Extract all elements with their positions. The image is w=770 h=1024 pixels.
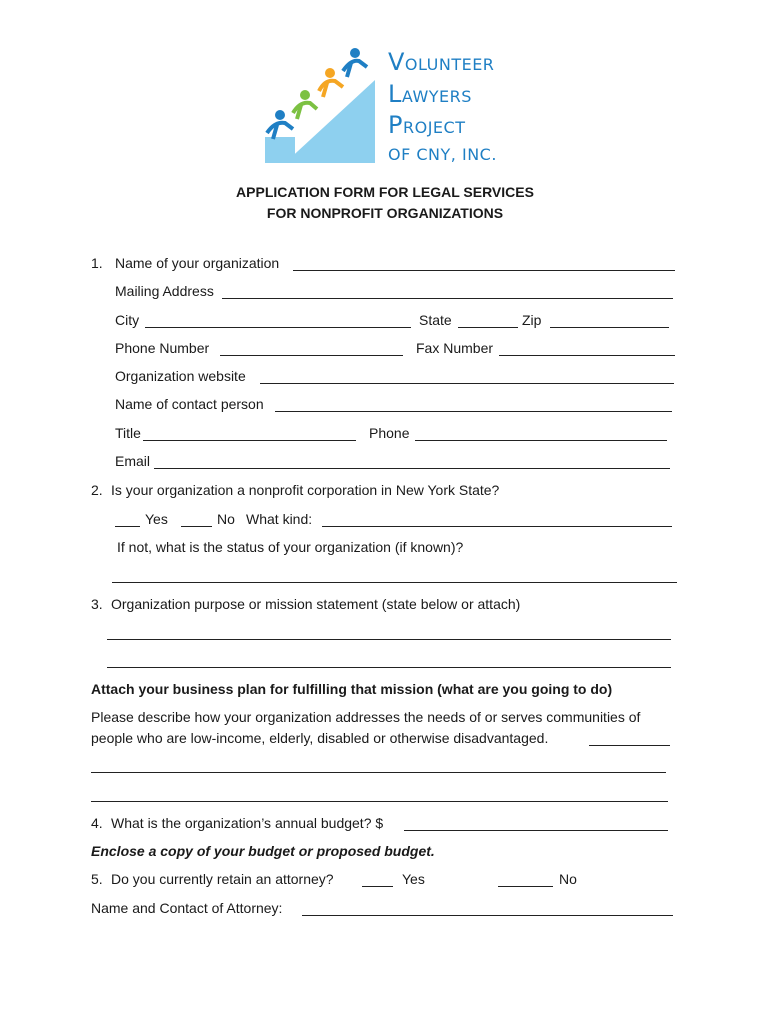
zip-line <box>550 327 669 328</box>
contact-title-line <box>143 440 356 441</box>
mission-field-1[interactable] <box>109 623 669 639</box>
logo-line-volunteer: VOLUNTEER <box>388 48 495 76</box>
q5-question: Do you currently retain an attorney? <box>111 871 334 887</box>
describe-field-b[interactable] <box>93 785 666 801</box>
describe-line-2: people who are low-income, elderly, disabled or otherwise disadvantaged. <box>91 730 549 746</box>
status-field[interactable] <box>114 566 675 582</box>
q2-number: 2. <box>91 482 103 498</box>
logo-graphic <box>255 45 385 170</box>
describe-field-a[interactable] <box>93 756 664 772</box>
mailing-address-line <box>222 298 673 299</box>
q3-number: 3. <box>91 596 103 612</box>
logo-line-lawyers: LAWYERS <box>388 80 472 108</box>
if-not-label: If not, what is the status of your organization (if known)? <box>117 539 464 555</box>
status-line <box>112 582 677 583</box>
phone-number-label: Phone Number <box>115 340 210 356</box>
what-kind-field[interactable] <box>324 510 670 526</box>
fax-number-label: Fax Number <box>416 340 494 356</box>
q5-no-label: No <box>559 871 577 887</box>
contact-title-label: Title <box>115 425 141 441</box>
budget-line <box>404 830 668 831</box>
org-name-field[interactable] <box>295 254 673 270</box>
phone-number-line <box>220 355 403 356</box>
state-label: State <box>419 312 452 328</box>
website-line <box>260 383 674 384</box>
attorney-contact-field[interactable] <box>304 899 671 915</box>
org-name-label: Name of your organization <box>115 255 280 271</box>
logo-line-cny: OF CNY, INC. <box>388 145 497 164</box>
q2-no-blank[interactable] <box>181 526 212 527</box>
city-line <box>145 327 411 328</box>
email-line <box>154 468 670 469</box>
fax-number-field[interactable] <box>501 339 673 355</box>
attorney-contact-label: Name and Contact of Attorney: <box>91 900 283 916</box>
mailing-address-label: Mailing Address <box>115 283 214 299</box>
describe-line-a <box>91 772 666 773</box>
zip-label: Zip <box>522 312 542 328</box>
org-name-line <box>293 270 675 271</box>
contact-person-line <box>275 411 672 412</box>
describe-inline-field[interactable] <box>591 729 668 745</box>
q2-yes-label: Yes <box>145 511 168 527</box>
budget-field[interactable] <box>406 814 666 830</box>
phone-number-field[interactable] <box>222 339 401 355</box>
mission-line-2 <box>107 667 671 668</box>
logo-ramp <box>285 80 375 163</box>
contact-title-field[interactable] <box>145 424 354 440</box>
title-line-2: FOR NONPROFIT ORGANIZATIONS <box>266 205 504 221</box>
contact-person-field[interactable] <box>277 395 670 411</box>
q5-no-blank[interactable] <box>498 886 553 887</box>
contact-phone-field[interactable] <box>417 424 665 440</box>
mission-field-2[interactable] <box>109 651 669 667</box>
q4-number: 4. <box>91 815 103 831</box>
state-line <box>458 327 518 328</box>
email-field[interactable] <box>156 452 668 468</box>
what-kind-label: What kind: <box>246 511 313 527</box>
q1-number: 1. <box>91 255 103 271</box>
q2-question: Is your organization a nonprofit corporation in New York State? <box>111 482 500 498</box>
attorney-contact-line <box>302 915 673 916</box>
title-line-1: APPLICATION FORM FOR LEGAL SERVICES <box>236 184 534 200</box>
email-label: Email <box>115 453 151 469</box>
attach-plan-instruction: Attach your business plan for fulfilling that mission (what are you going to do) <box>91 681 613 697</box>
q5-number: 5. <box>91 871 103 887</box>
zip-field[interactable] <box>552 311 667 327</box>
q5-yes-label: Yes <box>402 871 425 887</box>
q4-question: What is the organization’s annual budget? $ <box>111 815 384 831</box>
q3-question: Organization purpose or mission statement (state below or attach) <box>111 596 521 612</box>
contact-person-label: Name of contact person <box>115 396 264 412</box>
q2-no-label: No <box>217 511 235 527</box>
state-field[interactable] <box>460 311 516 327</box>
q2-yes-blank[interactable] <box>115 526 140 527</box>
city-field[interactable] <box>147 311 409 327</box>
website-label: Organization website <box>115 368 246 384</box>
fax-number-line <box>499 355 675 356</box>
describe-inline-line <box>589 745 670 746</box>
city-label: City <box>115 312 140 328</box>
q5-yes-blank[interactable] <box>362 886 393 887</box>
logo-step <box>265 137 295 163</box>
describe-line-b <box>91 801 668 802</box>
describe-line-1: Please describe how your organization addresses the needs of or serves communities of <box>91 709 641 725</box>
enclose-budget-note: Enclose a copy of your budget or proposed budget. <box>91 843 435 859</box>
what-kind-line <box>322 526 672 527</box>
mission-line-1 <box>107 639 671 640</box>
logo-line-project: PROJECT <box>388 111 466 139</box>
contact-phone-label: Phone <box>369 425 410 441</box>
contact-phone-line <box>415 440 667 441</box>
mailing-address-field[interactable] <box>224 282 671 298</box>
website-field[interactable] <box>262 367 672 383</box>
